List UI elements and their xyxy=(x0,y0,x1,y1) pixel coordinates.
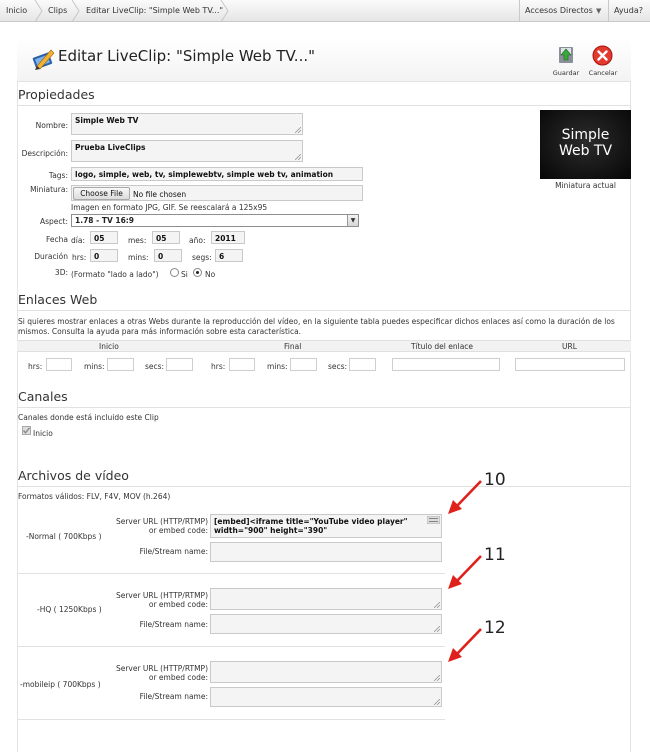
final-mins-input[interactable] xyxy=(290,358,317,371)
mes-label: mes: xyxy=(128,236,147,245)
quality-hq-label: -HQ ( 1250Kbps ) xyxy=(37,605,102,614)
3d-si-label: Si xyxy=(181,270,188,279)
resize-grip-icon xyxy=(434,602,440,608)
save-label: Guardar xyxy=(552,69,580,77)
tags-field[interactable]: logo, simple, web, tv, simplewebtv, simple web tv, animation xyxy=(71,167,363,181)
breadcrumb-separator xyxy=(34,0,44,22)
duracion-segs-field[interactable]: 6 xyxy=(215,249,243,262)
descripcion-value: Prueba LiveClips xyxy=(75,143,146,152)
breadcrumb-separator xyxy=(220,0,230,22)
breadcrumb-inicio[interactable]: Inicio xyxy=(6,6,28,15)
inicio-secs-label: secs: xyxy=(145,362,165,371)
annotation-number-10: 10 xyxy=(484,470,506,490)
embed-code-label: or embed code: xyxy=(148,600,208,609)
embed-code-label: or embed code: xyxy=(148,526,208,535)
edit-clip-icon xyxy=(31,46,55,70)
nombre-field[interactable] xyxy=(71,113,303,135)
quality-mobile-label: -mobileip ( 700Kbps ) xyxy=(20,680,101,689)
mobile-stream-field[interactable] xyxy=(210,687,442,707)
checkmark-icon xyxy=(22,426,31,435)
choose-file-button[interactable]: Choose File xyxy=(73,187,130,200)
normal-stream-field[interactable] xyxy=(210,542,442,562)
embed-code-label: or embed code: xyxy=(148,673,208,682)
radio-dot xyxy=(196,271,199,274)
server-url-label: Server URL (HTTP/RTMP) xyxy=(115,591,208,600)
miniatura-label: Miniatura: xyxy=(30,185,68,194)
annotation-number-11: 11 xyxy=(484,545,506,565)
divider xyxy=(17,407,631,408)
stream-name-label: File/Stream name: xyxy=(139,547,208,556)
dia-label: día: xyxy=(71,236,85,245)
mes-field[interactable]: 05 xyxy=(152,231,180,244)
tags-label: Tags: xyxy=(48,171,68,180)
miniatura-hint: Imagen en formato JPG, GIF. Se reescalará a 125x95 xyxy=(71,203,268,212)
ano-label: año: xyxy=(189,236,206,245)
3d-no-label: No xyxy=(205,270,216,279)
canal-inicio-checkbox[interactable] xyxy=(22,426,31,435)
mins-label: mins: xyxy=(128,253,149,262)
server-url-label: Server URL (HTTP/RTMP) xyxy=(115,664,208,673)
accesos-directos-menu[interactable] xyxy=(519,0,607,22)
section-archivos-video: Archivos de vídeo xyxy=(18,468,129,483)
inicio-hrs-input[interactable] xyxy=(46,358,72,371)
final-hrs-input[interactable] xyxy=(229,358,255,371)
enlaces-description: Si quieres mostrar enlaces a otras Webs durante la reproducción del vídeo, en la siguiente tabla puedes especificar dichos enlaces así como la duración de los mismos. Consulta la ayuda para más información sobre esta característica. xyxy=(18,317,615,336)
ayuda-link[interactable]: Ayuda? xyxy=(608,0,650,22)
final-secs-label: secs: xyxy=(328,362,348,371)
save-button[interactable] xyxy=(552,45,580,79)
col-url: URL xyxy=(562,342,577,351)
nombre-label: Nombre: xyxy=(35,121,68,130)
thumbnail-caption: Miniatura actual xyxy=(555,181,616,190)
cancel-button[interactable] xyxy=(589,45,617,79)
cancel-icon xyxy=(592,45,613,66)
resize-grip-icon xyxy=(295,154,301,160)
section-canales: Canales xyxy=(18,389,68,404)
divider xyxy=(17,310,631,311)
page-title: Editar LiveClip: "Simple Web TV..." xyxy=(58,47,316,65)
annotation-number-12: 12 xyxy=(484,618,506,638)
3d-no-radio[interactable] xyxy=(193,268,202,277)
thumbnail-text-1: Simple xyxy=(561,127,610,143)
thumbnail-text-2: Web TV xyxy=(558,143,613,159)
dia-field[interactable]: 05 xyxy=(90,231,118,244)
divider xyxy=(17,105,631,106)
divider xyxy=(17,486,631,487)
aspect-select[interactable] xyxy=(71,214,359,227)
hq-stream-field[interactable] xyxy=(210,614,442,634)
annotation-arrow-icon xyxy=(445,626,485,664)
server-url-label: Server URL (HTTP/RTMP) xyxy=(115,517,208,526)
final-secs-input[interactable] xyxy=(349,358,376,371)
breadcrumb-separator xyxy=(71,0,81,22)
chevron-down-icon: ▼ xyxy=(347,215,358,226)
3d-hint: (Formato "lado a lado") xyxy=(71,270,159,279)
duracion-hrs-field[interactable]: 0 xyxy=(90,249,118,262)
final-mins-label: mins: xyxy=(267,362,288,371)
stream-name-label: File/Stream name: xyxy=(139,692,208,701)
titulo-enlace-input[interactable] xyxy=(392,358,500,371)
duracion-label: Duración xyxy=(34,252,68,261)
breadcrumb-current: Editar LiveClip: "Simple Web TV..." xyxy=(86,6,224,15)
divider xyxy=(17,646,445,647)
duracion-mins-field[interactable]: 0 xyxy=(154,249,182,262)
annotation-arrow-icon xyxy=(445,478,485,516)
divider xyxy=(17,573,445,574)
col-inicio: Inicio xyxy=(99,342,119,351)
3d-si-radio[interactable] xyxy=(170,268,179,277)
3d-label: 3D: xyxy=(54,268,68,277)
thumbnail-image xyxy=(540,110,631,179)
canal-inicio-label: Inicio xyxy=(33,429,53,438)
descripcion-label: Descripción: xyxy=(21,149,68,158)
fecha-label: Fecha xyxy=(46,235,68,244)
accesos-label: Accesos Directos xyxy=(525,6,593,15)
save-icon xyxy=(557,45,575,65)
chevron-down-icon: ▼ xyxy=(596,7,602,15)
section-propiedades: Propiedades xyxy=(18,87,95,102)
formatos-validos: Formatos válidos: FLV, F4V, MOV (h.264) xyxy=(18,492,171,501)
divider xyxy=(17,719,445,720)
segs-label: segs: xyxy=(192,253,212,262)
aspect-label: Aspect: xyxy=(39,217,68,226)
nombre-value: Simple Web TV xyxy=(75,116,139,125)
cancel-label: Cancelar xyxy=(588,69,618,77)
file-status: No file chosen xyxy=(133,190,187,199)
col-final: Final xyxy=(284,342,302,351)
normal-server-url-field[interactable]: [embed]<iframe title="YouTube video player" width="900" height="390" xyxy=(210,514,442,538)
final-hrs-label: hrs: xyxy=(211,362,226,371)
resize-grip-icon xyxy=(434,675,440,681)
resize-grip-icon xyxy=(295,127,301,133)
inicio-hrs-label: hrs: xyxy=(28,362,43,371)
annotation-arrow-icon xyxy=(445,553,485,591)
col-titulo: Título del enlace xyxy=(411,342,474,351)
mobile-server-url-field[interactable] xyxy=(210,661,442,683)
ano-field[interactable]: 2011 xyxy=(211,231,245,244)
canales-description: Canales donde está incluido este Clip xyxy=(18,413,159,422)
hrs-label: hrs: xyxy=(72,253,87,262)
hq-server-url-field[interactable] xyxy=(210,588,442,610)
inicio-secs-input[interactable] xyxy=(166,358,193,371)
resize-grip-icon xyxy=(434,626,440,632)
section-enlaces-web: Enlaces Web xyxy=(18,292,98,307)
inicio-mins-input[interactable] xyxy=(107,358,134,371)
breadcrumb-clips[interactable]: Clips xyxy=(48,6,68,15)
aspect-value: 1.78 - TV 16:9 xyxy=(75,216,135,225)
inicio-mins-label: mins: xyxy=(84,362,105,371)
descripcion-field[interactable] xyxy=(71,140,303,162)
url-input[interactable] xyxy=(515,358,625,371)
resize-grip-icon xyxy=(434,699,440,705)
stream-name-label: File/Stream name: xyxy=(139,620,208,629)
quality-normal-label: -Normal ( 700Kbps ) xyxy=(26,532,102,541)
textarea-menu-icon[interactable] xyxy=(427,516,440,524)
